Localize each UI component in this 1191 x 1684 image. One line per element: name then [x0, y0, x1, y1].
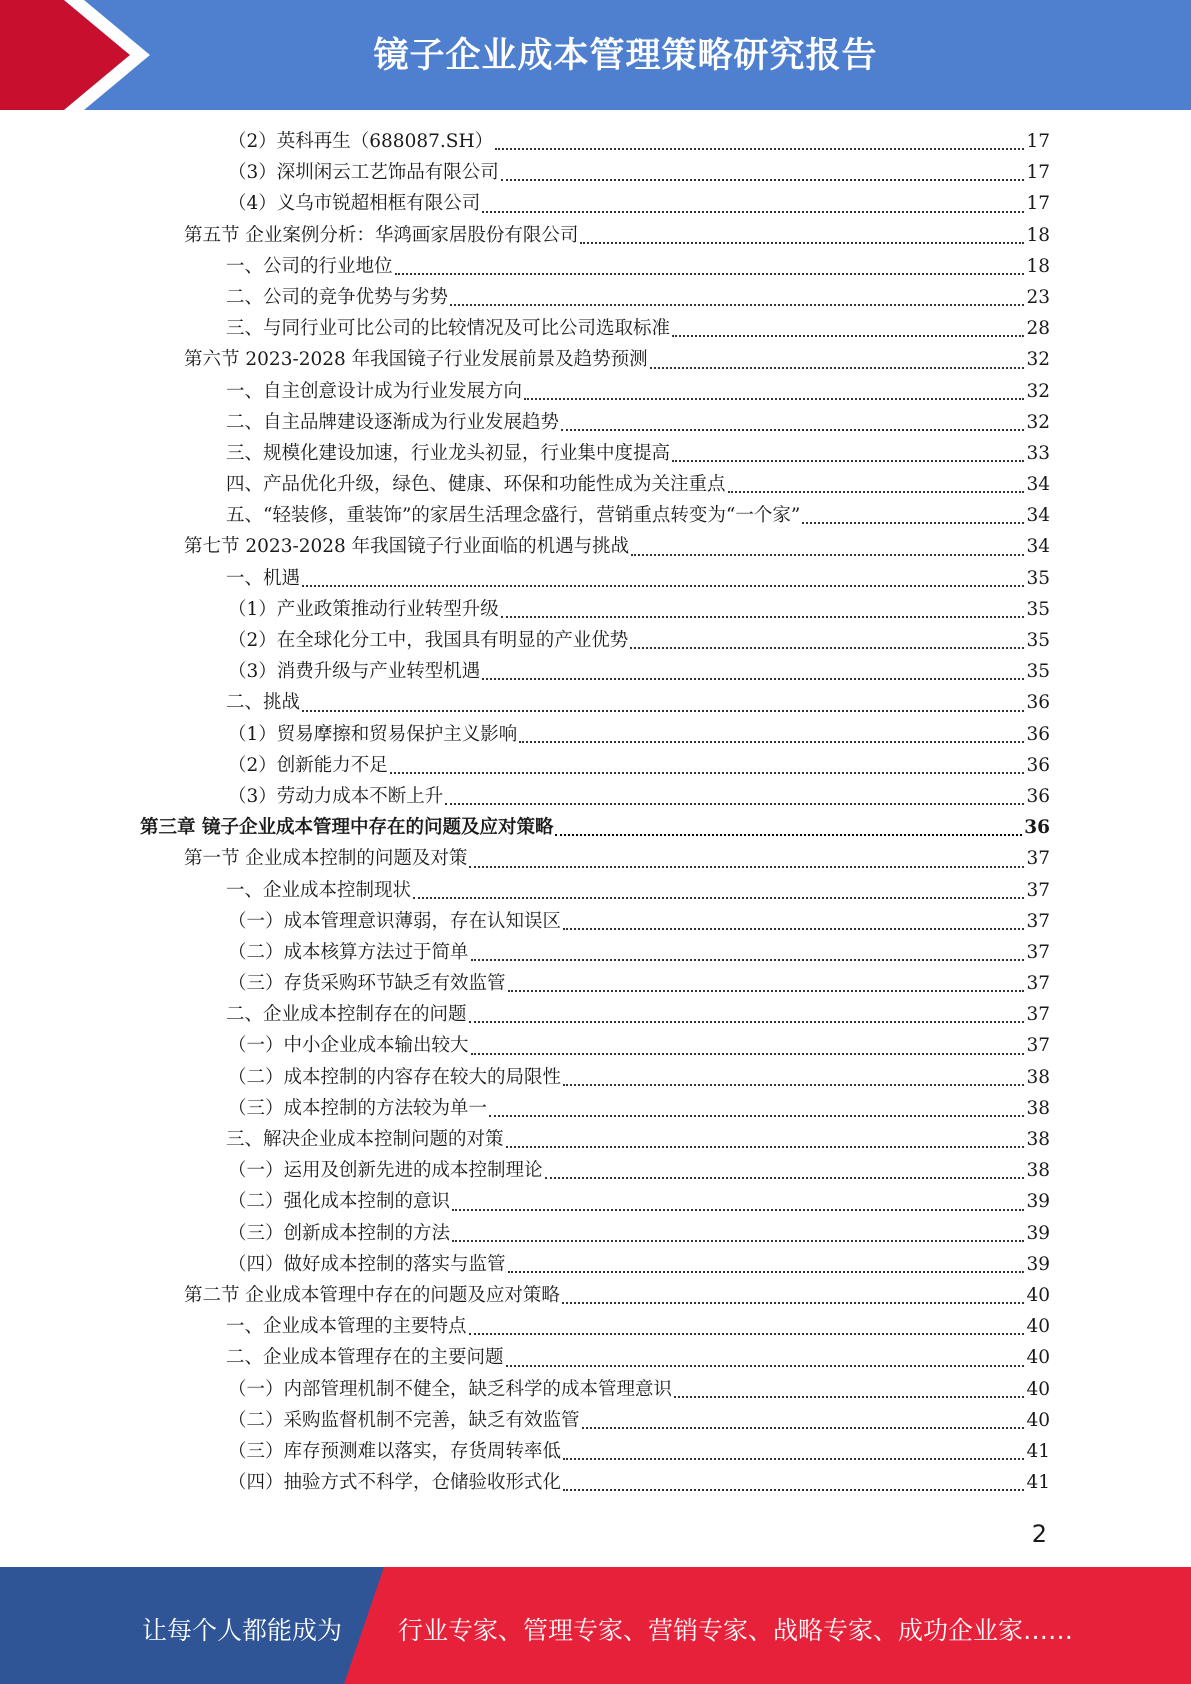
- toc-entry[interactable]: [140, 1375, 1050, 1406]
- toc-entry[interactable]: [140, 595, 1050, 626]
- toc-entry-page: 36: [1024, 817, 1050, 839]
- toc-entry-page: 40: [1026, 1409, 1050, 1431]
- toc-entry[interactable]: [140, 969, 1050, 1000]
- toc-dot-leader: [802, 522, 1024, 524]
- toc-entry-label: 一、自主创意设计成为行业发展方向: [226, 380, 523, 402]
- toc-dot-leader: [482, 678, 1024, 680]
- toc-entry-label: （1）产业政策推动行业转型升级: [228, 598, 499, 620]
- toc-entry[interactable]: [140, 314, 1050, 345]
- toc-entry-label: 三、与同行业可比公司的比较情况及可比公司选取标准: [226, 318, 671, 340]
- toc-dot-leader: [728, 491, 1025, 493]
- toc-entry[interactable]: [140, 1125, 1050, 1156]
- toc-entry-label: 三、解决企业成本控制问题的对策: [226, 1129, 504, 1150]
- toc-entry-label: （2）在全球化分工中，我国具有明显的产业优势: [228, 630, 629, 651]
- toc-entry[interactable]: [140, 127, 1050, 158]
- toc-entry-page: 35: [1026, 661, 1050, 683]
- toc-dot-leader: [562, 1302, 1025, 1304]
- toc-entry-page: 38: [1026, 1097, 1050, 1119]
- toc-entry[interactable]: [140, 907, 1050, 938]
- toc-entry-label: 二、企业成本控制存在的问题: [226, 1004, 467, 1026]
- toc-entry-page: 39: [1026, 1191, 1050, 1213]
- toc-entry[interactable]: [140, 782, 1050, 813]
- toc-entry-page: 41: [1026, 1472, 1050, 1494]
- toc-dot-leader: [582, 1427, 1025, 1429]
- toc-dot-leader: [395, 273, 1025, 275]
- toc-entry-page: 37: [1026, 941, 1050, 963]
- toc-entry[interactable]: [140, 657, 1050, 688]
- toc-entry[interactable]: [140, 1468, 1050, 1499]
- toc-dot-leader: [524, 398, 1024, 400]
- toc-entry[interactable]: [140, 844, 1050, 875]
- toc-entry-label: 一、公司的行业地位: [226, 255, 393, 277]
- toc-entry[interactable]: [140, 1343, 1050, 1374]
- toc-entry-label: （三）创新成本控制的方法: [228, 1222, 451, 1244]
- toc-dot-leader: [650, 367, 1025, 369]
- toc-dot-leader: [302, 585, 1024, 587]
- toc-entry[interactable]: [140, 564, 1050, 595]
- toc-entry[interactable]: [140, 938, 1050, 969]
- footer-slogan-right: 行业专家、管理专家、营销专家、战略专家、成功企业家……: [398, 1616, 1074, 1645]
- toc-dot-leader: [495, 148, 1024, 150]
- toc-entry-label: （一）内部管理机制不健全，缺乏科学的成本管理意识: [228, 1378, 673, 1400]
- toc-entry[interactable]: [140, 1281, 1050, 1312]
- page-footer: [0, 1567, 1191, 1684]
- toc-entry[interactable]: [140, 252, 1050, 283]
- toc-dot-leader: [561, 429, 1024, 431]
- toc-entry-label: 第六节 2023-2028 年我国镜子行业发展前景及趋势预测: [184, 349, 648, 371]
- toc-entry-page: 33: [1026, 442, 1050, 464]
- toc-entry-page: 37: [1026, 879, 1050, 901]
- toc-entry-label: 一、企业成本控制现状: [226, 879, 412, 901]
- toc-dot-leader: [563, 1458, 1024, 1460]
- report-title: 镜子企业成本管理策略研究报告: [373, 36, 878, 76]
- toc-entry-label: 第五节 企业案例分析：华鸿画家居股份有限公司: [184, 224, 579, 246]
- table-of-contents: [140, 127, 1050, 1499]
- toc-entry-page: 34: [1026, 536, 1050, 558]
- toc-entry[interactable]: [140, 501, 1050, 532]
- toc-entry-page: 37: [1026, 848, 1050, 870]
- toc-entry-page: 18: [1026, 255, 1050, 277]
- toc-entry-page: 40: [1026, 1284, 1050, 1306]
- toc-entry-label: 五、“轻装修，重装饰”的家居生活理念盛行，营销重点转变为“一个家”: [226, 505, 801, 527]
- toc-dot-leader: [452, 1209, 1024, 1211]
- toc-dot-leader: [506, 1365, 1025, 1367]
- toc-dot-leader: [450, 304, 1024, 306]
- toc-entry[interactable]: [140, 377, 1050, 408]
- toc-entry-label: 四、产品优化升级，绿色、健康、环保和功能性成为关注重点: [226, 474, 726, 496]
- toc-entry[interactable]: [140, 751, 1050, 782]
- toc-entry-page: 28: [1026, 318, 1050, 340]
- toc-entry[interactable]: [140, 626, 1050, 657]
- toc-entry-page: 36: [1026, 723, 1050, 745]
- toc-entry[interactable]: [140, 283, 1050, 314]
- toc-dot-leader: [302, 710, 1024, 712]
- toc-dot-leader: [489, 1115, 1024, 1117]
- toc-entry-page: 39: [1026, 1253, 1050, 1275]
- toc-dot-leader: [471, 1053, 1025, 1055]
- toc-entry[interactable]: [140, 439, 1050, 470]
- toc-dot-leader: [452, 1240, 1024, 1242]
- toc-entry[interactable]: [140, 720, 1050, 751]
- toc-entry-page: 17: [1026, 193, 1050, 215]
- toc-dot-leader: [501, 179, 1025, 181]
- toc-entry-label: （4）义乌市锐超相框有限公司: [228, 193, 481, 215]
- toc-entry-page: 36: [1026, 785, 1050, 807]
- toc-entry-label: （3）深圳闲云工艺饰品有限公司: [228, 162, 499, 184]
- toc-entry-label: 二、企业成本管理存在的主要问题: [226, 1347, 504, 1369]
- toc-entry-page: 40: [1026, 1316, 1050, 1338]
- toc-dot-leader: [471, 959, 1025, 961]
- toc-entry-page: 32: [1026, 411, 1050, 433]
- toc-entry-page: 34: [1026, 505, 1050, 527]
- toc-entry-page: 23: [1026, 286, 1050, 308]
- toc-dot-leader: [506, 1146, 1025, 1148]
- toc-dot-leader: [390, 772, 1025, 774]
- page-header: [0, 0, 1191, 110]
- toc-entry[interactable]: [140, 876, 1050, 907]
- toc-entry-page: 37: [1026, 910, 1050, 932]
- toc-entry-page: 32: [1026, 349, 1050, 371]
- toc-dot-leader: [413, 897, 1024, 899]
- toc-dot-leader: [508, 1271, 1025, 1273]
- toc-entry-label: 一、机遇: [226, 567, 301, 589]
- toc-entry-page: 17: [1026, 162, 1050, 184]
- toc-entry-label: （四）做好成本控制的落实与监管: [228, 1253, 506, 1275]
- toc-dot-leader: [672, 335, 1024, 337]
- toc-entry-label: （二）采购监督机制不完善，缺乏有效监管: [228, 1409, 580, 1431]
- toc-dot-leader: [563, 928, 1024, 930]
- toc-entry-label: （2）英科再生（688087.SH）: [228, 131, 494, 152]
- toc-entry-label: （3）消费升级与产业转型机遇: [228, 661, 481, 683]
- toc-entry[interactable]: [140, 470, 1050, 501]
- toc-entry-page: 38: [1026, 1129, 1050, 1150]
- toc-entry-page: 39: [1026, 1222, 1050, 1244]
- toc-dot-leader: [563, 1489, 1024, 1491]
- toc-dot-leader: [469, 866, 1024, 868]
- toc-entry[interactable]: [140, 1187, 1050, 1218]
- toc-dot-leader: [469, 1333, 1025, 1335]
- toc-entry-label: （一）成本管理意识薄弱，存在认知误区: [228, 910, 562, 932]
- toc-entry-page: 17: [1026, 131, 1050, 152]
- toc-entry-page: 40: [1026, 1347, 1050, 1369]
- toc-entry-page: 34: [1026, 474, 1050, 496]
- toc-entry-label: （3）劳动力成本不断上升: [228, 785, 444, 807]
- toc-entry-label: （1）贸易摩擦和贸易保护主义影响: [228, 723, 518, 745]
- toc-entry-page: 38: [1026, 1160, 1050, 1182]
- toc-entry-label: （二）成本核算方法过于简单: [228, 941, 469, 963]
- toc-dot-leader: [563, 1084, 1024, 1086]
- toc-entry[interactable]: [140, 221, 1050, 252]
- toc-entry-label: （一）运用及创新先进的成本控制理论: [228, 1160, 543, 1182]
- toc-dot-leader: [555, 834, 1022, 836]
- toc-entry-label: 一、企业成本管理的主要特点: [226, 1316, 467, 1338]
- toc-entry-label: 二、挑战: [226, 692, 301, 714]
- toc-entry[interactable]: [140, 408, 1050, 439]
- toc-entry-label: （二）成本控制的内容存在较大的局限性: [228, 1066, 562, 1088]
- toc-dot-leader: [519, 741, 1024, 743]
- toc-dot-leader: [469, 1021, 1025, 1023]
- toc-entry[interactable]: [140, 1219, 1050, 1250]
- toc-entry[interactable]: [140, 158, 1050, 189]
- toc-dot-leader: [445, 803, 1024, 805]
- toc-entry-label: （三）存货采购环节缺乏有效监管: [228, 973, 506, 995]
- toc-entry[interactable]: [140, 345, 1050, 376]
- toc-entry-label: 二、自主品牌建设逐渐成为行业发展趋势: [226, 411, 560, 433]
- toc-entry[interactable]: [140, 1156, 1050, 1187]
- toc-entry-page: 40: [1026, 1378, 1050, 1400]
- toc-entry[interactable]: [140, 1031, 1050, 1062]
- toc-dot-leader: [580, 242, 1024, 244]
- toc-dot-leader: [482, 211, 1024, 213]
- toc-entry-page: 35: [1026, 598, 1050, 620]
- footer-slogan-left: 让每个人都能成为: [142, 1616, 343, 1645]
- toc-dot-leader: [501, 616, 1025, 618]
- toc-entry-label: （四）抽验方式不科学，仓储验收形式化: [228, 1472, 562, 1494]
- toc-entry[interactable]: [140, 1063, 1050, 1094]
- toc-entry-label: 三、规模化建设加速，行业龙头初显，行业集中度提高: [226, 442, 671, 464]
- toc-entry[interactable]: [140, 813, 1050, 844]
- toc-entry[interactable]: [140, 532, 1050, 563]
- toc-dot-leader: [508, 990, 1025, 992]
- toc-entry-label: 第七节 2023-2028 年我国镜子行业面临的机遇与挑战: [184, 536, 630, 558]
- toc-entry-page: 35: [1026, 630, 1050, 651]
- toc-entry-label: 二、公司的竞争优势与劣势: [226, 286, 449, 308]
- toc-entry-label: 第二节 企业成本管理中存在的问题及应对策略: [184, 1284, 560, 1306]
- toc-dot-leader: [674, 1396, 1024, 1398]
- toc-entry-page: 41: [1026, 1440, 1050, 1462]
- toc-entry-page: 36: [1026, 754, 1050, 776]
- toc-entry[interactable]: [140, 1406, 1050, 1437]
- toc-entry-page: 32: [1026, 380, 1050, 402]
- toc-dot-leader: [545, 1177, 1025, 1179]
- toc-entry[interactable]: [140, 1094, 1050, 1125]
- toc-dot-leader: [672, 460, 1024, 462]
- toc-entry[interactable]: [140, 688, 1050, 719]
- toc-entry-page: 36: [1026, 692, 1050, 714]
- toc-entry[interactable]: [140, 1000, 1050, 1031]
- toc-entry[interactable]: [140, 1437, 1050, 1468]
- toc-entry-page: 37: [1026, 1035, 1050, 1057]
- toc-entry-label: 第三章 镜子企业成本管理中存在的问题及应对策略: [140, 817, 554, 839]
- toc-entry-label: （三）成本控制的方法较为单一: [228, 1097, 488, 1119]
- toc-entry-label: 第一节 企业成本控制的问题及对策: [184, 848, 468, 870]
- toc-entry[interactable]: [140, 189, 1050, 220]
- toc-entry-page: 37: [1026, 973, 1050, 995]
- page-number: 2: [1031, 1520, 1047, 1548]
- toc-entry-page: 38: [1026, 1066, 1050, 1088]
- toc-entry-page: 37: [1026, 1004, 1050, 1026]
- toc-dot-leader: [631, 554, 1024, 556]
- toc-entry[interactable]: [140, 1250, 1050, 1281]
- toc-entry-page: 35: [1026, 567, 1050, 589]
- toc-entry-label: （2）创新能力不足: [228, 754, 388, 776]
- toc-entry-label: （一）中小企业成本输出较大: [228, 1035, 469, 1057]
- toc-entry[interactable]: [140, 1312, 1050, 1343]
- toc-dot-leader: [630, 647, 1024, 649]
- toc-entry-label: （二）强化成本控制的意识: [228, 1191, 451, 1213]
- toc-entry-label: （三）库存预测难以落实，存货周转率低: [228, 1440, 562, 1462]
- toc-entry-page: 18: [1026, 224, 1050, 246]
